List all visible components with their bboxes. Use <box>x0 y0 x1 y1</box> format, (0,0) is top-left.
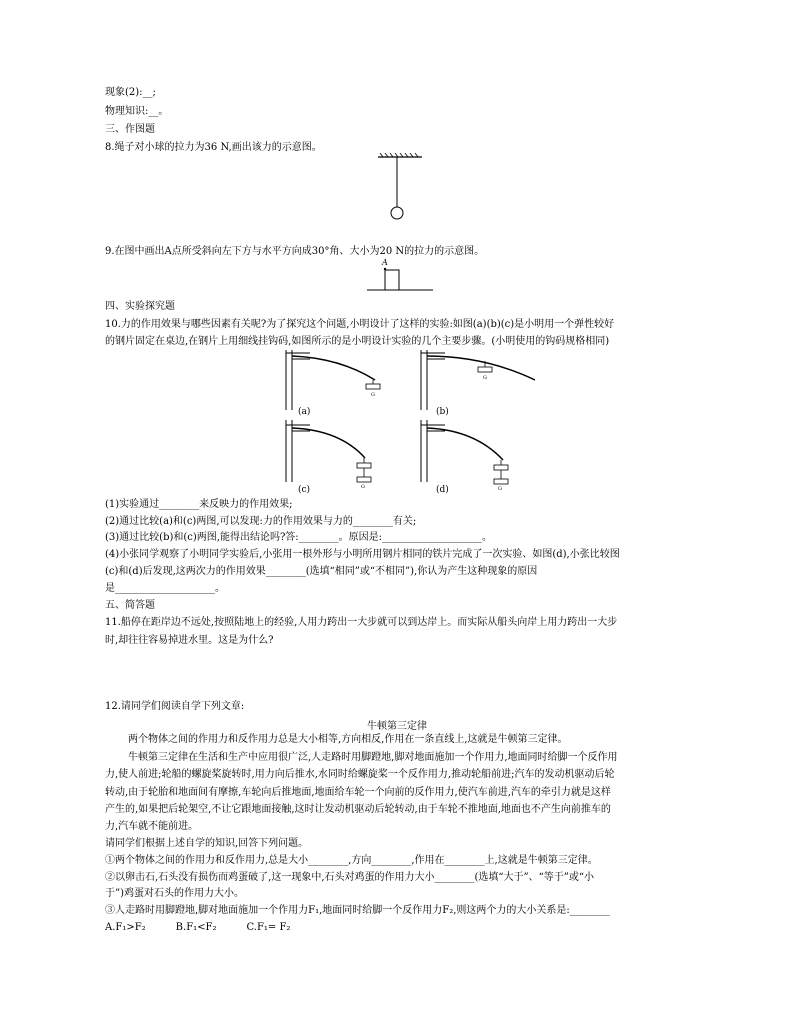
answer-options: A.F₁>F₂ B.F₁<F₂ C.F₁= F₂ <box>105 922 291 933</box>
caption-a: (a) <box>298 407 311 417</box>
question-10-text: 10.力的作用效果与哪些因素有关呢?为了探究这个问题,小明设计了这样的实验:如图(a)(b)(c)是小明用一个弹性较好 <box>105 319 615 330</box>
article-title: 牛顿第三定律 <box>367 721 427 732</box>
weight-label: G <box>483 375 487 381</box>
answer-3: ③人走路时用脚蹬地,脚对地面施加一个作用力F₁,地面同时给脚一个反作用力F₂,则这两个力的大小关系是:________ <box>105 905 610 916</box>
weight-label: G <box>361 484 365 490</box>
caption-d: (d) <box>436 485 449 495</box>
article-paragraph: 力,使人前进;轮船的螺旋桨旋转时,用力向后推水,水同时给螺旋桨一个反作用力,推动轮船前进;汽车的发动机驱动后轮 <box>105 769 615 780</box>
section-heading: 四、实验探究题 <box>105 301 175 312</box>
question-12: 12.请同学们阅读自学下列文章: <box>105 701 245 712</box>
question-9: 9.在图中画出A点所受斜向左下方与水平方向成30°角、大小为20 N的拉力的示意图。 <box>105 246 485 257</box>
question-10-4: (c)和(d)后发现,这两次力的作用效果________(选填“相同”或“不相同”),你认为产生这种现象的原因 <box>105 566 538 577</box>
point-a-label: A <box>382 258 388 267</box>
text-line: 现象(2):__; <box>105 87 156 98</box>
article-paragraph: 力,汽车就不能前进。 <box>105 821 199 832</box>
question-10-4: 是____________________。 <box>105 583 225 594</box>
answer-2: 于”)鸡蛋对石头的作用力大小。 <box>105 888 245 899</box>
question-10-1: (1)实验通过________来反映力的作用效果; <box>105 499 293 510</box>
block-figure <box>365 256 435 296</box>
weight-label: G <box>498 486 502 492</box>
weight-label: G <box>371 392 375 398</box>
article-paragraph: 两个物体之间的作用力和反作用力总是大小相等,方向相反,作用在一条直线上,这就是牛顿第三定律。 <box>128 734 568 745</box>
question-10-3: (3)通过比较(b)和(c)两图,能得出结论吗?答:________。原因是:____________________。 <box>105 532 493 543</box>
caption-b: (b) <box>436 407 449 417</box>
question-8: 8.绳子对小球的拉力为36 N,画出该力的示意图。 <box>105 142 322 153</box>
article-paragraph: 产生的,如果把后轮架空,不让它跟地面接触,这时让发动机驱动后轮转动,由于车轮不推地面,地面也不产生向前推车的 <box>105 804 611 815</box>
caption-c: (c) <box>298 485 311 495</box>
section-heading: 三、作图题 <box>105 124 155 135</box>
answer-2: ②以卵击石,石头没有损伤而鸡蛋破了,这一现象中,石头对鸡蛋的作用力大小________(选填“大于”、“等于”或“小 <box>105 872 594 883</box>
answer-1: ①两个物体之间的作用力和反作用力,总是大小________,方向________,作用在________上,这就是牛顿第三定律。 <box>105 855 598 866</box>
section-heading: 五、简答题 <box>105 600 155 611</box>
question-11: 11.船停在距岸边不远处,按照陆地上的经验,人用力跨出一大步就可以到达岸上。而实际从船头向岸上用力跨出一大步 <box>105 617 618 628</box>
article-paragraph: 牛顿第三定律在生活和生产中应用很广泛,人走路时用脚蹬地,脚对地面施加一个作用力,地面同时给脚一个反作用 <box>128 752 618 763</box>
article-paragraph: 转动,由于轮胎和地面间有摩擦,车轮向后推地面,地面给车轮一个向前的反作用力,使汽车前进,汽车的牵引力就是这样 <box>105 787 611 798</box>
question-10-2: (2)通过比较(a)和(c)两图,可以发现:力的作用效果与力的________有关; <box>105 516 417 527</box>
pendulum-figure <box>370 153 430 223</box>
question-10-4: (4)小张同学观察了小明同学实验后,小张用一根外形与小明所用钢片相同的铁片完成了一次实验、如图(d),小张比较图 <box>105 549 620 560</box>
instruction-line: 请同学们根据上述自学的知识,回答下列问题。 <box>105 838 309 849</box>
figure-c <box>280 420 430 495</box>
question-10-text: 的钢片固定在桌边,在钢片上用细线挂钩码,如图所示的是小明设计实验的几个主要步骤。(小明使用的钩码规格相同) <box>105 336 610 347</box>
question-11: 时,却往往容易掉进水里。这是为什么? <box>105 635 274 646</box>
figure-d <box>415 420 565 495</box>
text-line: 物理知识:__。 <box>105 106 169 117</box>
